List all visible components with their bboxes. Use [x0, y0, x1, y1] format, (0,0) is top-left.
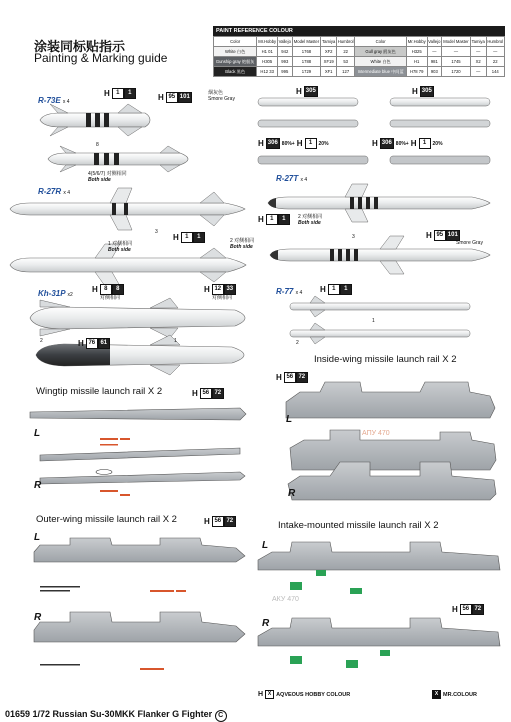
- paint-cell: H1: [406, 57, 427, 67]
- paint-cell: 53: [336, 57, 354, 67]
- paint-cell: H305: [257, 57, 278, 67]
- paint-col-header: Model Master: [292, 37, 321, 47]
- kh31p-note-b: 对侧相同: [212, 295, 233, 301]
- paint-col-header: Color: [355, 37, 407, 47]
- paint-cell: —: [442, 47, 471, 57]
- inside-side-r: R: [288, 488, 296, 499]
- paint-cell: Intermediate blue 中间蓝: [355, 67, 407, 77]
- product-title: 01659 1/72 Russian Su-30MKK Flanker G Fighter C: [5, 709, 227, 722]
- paint-cell: White 白色: [214, 47, 257, 57]
- r77-n1: 1: [372, 318, 375, 324]
- outer-rail-title: Outer-wing missile launch rail X 2: [36, 514, 177, 525]
- outer-side-r: R: [34, 612, 42, 623]
- paint-cell: 995: [278, 67, 293, 77]
- paint-cell: —: [486, 47, 505, 57]
- paint-cell: XF2: [321, 47, 337, 57]
- paint-cell: 1720: [442, 67, 471, 77]
- wingtip-rail-right: [40, 470, 245, 497]
- inside-rail-code: H 56 72: [276, 372, 308, 383]
- r73e-note: 4(5/6/7) 对侧相同 Both side: [88, 171, 127, 183]
- paint-col-header: Vallejo: [427, 37, 442, 47]
- wingtip-rail-left: [30, 408, 246, 461]
- paint-cell: 127: [336, 67, 354, 77]
- r77-missile-side: [290, 323, 470, 344]
- paint-cell: Gull gray 鸥灰色: [355, 47, 407, 57]
- kh31p-code-b: H 12 33: [204, 284, 236, 295]
- r27r-note1: 1 对侧相同 Both side: [108, 241, 133, 253]
- wingtip-rail-title: Wingtip missile launch rail X 2: [36, 386, 163, 397]
- paint-cell: 981: [427, 57, 442, 67]
- r77-code: H 1 1: [320, 284, 352, 295]
- paint-cell: —: [470, 47, 486, 57]
- r73e-missile-top: [40, 104, 150, 136]
- inside-rail-left: [286, 382, 496, 470]
- r73e-smoke-note: 烟灰色 Smore Gray: [208, 90, 235, 102]
- intake-side-l: L: [262, 540, 269, 551]
- paint-col-header: Tamiya: [321, 37, 337, 47]
- paint-cell: H12 33: [257, 67, 278, 77]
- intake-rail-right: [258, 618, 500, 668]
- r73-right-views: [258, 98, 490, 164]
- r27t-smoke-note: Smore Gray: [456, 240, 483, 246]
- intake-rail-code: H 56 72: [452, 604, 484, 615]
- paint-cell: 1768: [292, 47, 321, 57]
- intake-side-r: R: [262, 618, 270, 629]
- r27r-label: R-27R x 4: [38, 187, 71, 196]
- r77-label: R-77 x 4: [276, 287, 303, 296]
- r73e-code: H 1 1: [104, 88, 136, 99]
- paint-cell: Black 黑色: [214, 67, 257, 77]
- top-right-code: H 305: [296, 87, 316, 96]
- mix-code-b: H 306 80%+ H 1 20%: [372, 139, 443, 148]
- wingtip-side-r: R: [34, 480, 42, 491]
- kh31p-note-a: 对侧相同: [100, 295, 121, 301]
- paint-cell: 1788: [292, 57, 321, 67]
- inside-side-l: L: [286, 414, 293, 425]
- paint-cell: H325: [406, 47, 427, 57]
- paint-cell: 942: [278, 47, 293, 57]
- paint-col-header: Tamiya: [470, 37, 486, 47]
- inside-stencil: АПУ 470: [362, 430, 390, 437]
- paint-cell: 903: [427, 67, 442, 77]
- wingtip-rail-code: H 56 72: [192, 388, 224, 399]
- r77-missile-top: [290, 296, 470, 317]
- kh31p-missile-side: [36, 335, 244, 375]
- r77-n2: 2: [296, 340, 299, 346]
- paint-cell: 144: [486, 67, 505, 77]
- r73e-missile-side: [48, 146, 188, 172]
- r27t-smoke-code: H 95 101: [426, 231, 458, 240]
- top-right-code-b: H 305: [412, 87, 432, 96]
- paint-cell: H78 79: [406, 67, 427, 77]
- outer-rail-left: [34, 538, 245, 592]
- outer-side-l: L: [34, 532, 41, 543]
- wingtip-side-l: L: [34, 428, 41, 439]
- intake-stencil: АКУ 470: [272, 596, 299, 603]
- page-title-en: Painting & Marking guide: [34, 51, 168, 65]
- legend-mrcolour: X MR.COLOUR: [432, 690, 477, 699]
- legend-aqueous: H X AQVEOUS HOBBY COLOUR: [258, 691, 351, 698]
- paint-cell: XF1: [321, 67, 337, 77]
- mix-code-a: H 306 80%+ H 1 20%: [258, 139, 329, 148]
- r27r-code: H 1 1: [173, 232, 205, 243]
- r27t-code: H 1 1: [258, 214, 290, 225]
- r27t-note: 2 对侧相同 Both side: [298, 214, 323, 226]
- paint-cell: White 白色: [355, 57, 407, 67]
- paint-cell: 22: [486, 57, 505, 67]
- paint-col-header: Humbrol: [486, 37, 505, 47]
- paint-cell: —: [427, 47, 442, 57]
- paint-cell: X2: [470, 57, 486, 67]
- kh31p-n1: 1: [174, 338, 177, 344]
- paint-col-header: Vallejo: [278, 37, 293, 47]
- r73e-n8: 8: [96, 142, 99, 148]
- kh31p-code-c: H 76 61: [78, 338, 110, 349]
- r27t-n3: 3: [352, 234, 355, 240]
- paint-col-header: Color: [214, 37, 257, 47]
- paint-cell: 22: [336, 47, 354, 57]
- r27r-n3: 3: [155, 229, 158, 235]
- inside-rail-title: Inside-wing missile launch rail X 2: [314, 354, 457, 365]
- paint-reference-header: PAINT REFERENCE COLOUR: [213, 26, 505, 36]
- paint-col-header: Mr.Hobby: [406, 37, 427, 47]
- r27r-note2: 2 对侧相同 Both side: [230, 238, 255, 250]
- intake-rail-title: Intake-mounted missile launch rail X 2: [278, 520, 439, 531]
- kh31p-label: Kh-31P x2: [38, 289, 73, 298]
- outer-rail-right: [34, 612, 245, 670]
- r73e-smoke-code: H 95 101: [158, 93, 190, 102]
- paint-col-header: Model Master: [442, 37, 471, 47]
- paint-cell: H1 01: [257, 47, 278, 57]
- intake-rail-left: [258, 542, 500, 594]
- paint-col-header: Humbrol: [336, 37, 354, 47]
- r73e-label: R-73E x 4: [38, 96, 70, 105]
- kh31p-code-a: H 8 8: [92, 284, 124, 295]
- paint-cell: XF19: [321, 57, 337, 67]
- paint-cell: 993: [278, 57, 293, 67]
- paint-col-header: Mr.Hobby: [257, 37, 278, 47]
- kh31p-missile-top: [30, 298, 245, 338]
- paint-cell: 1745: [442, 57, 471, 67]
- r27t-label: R-27T x 4: [276, 174, 308, 183]
- outer-rail-code: H 56 72: [204, 516, 236, 527]
- paint-cell: —: [470, 67, 486, 77]
- paint-cell: 1729: [292, 67, 321, 77]
- kh31p-n2: 2: [40, 338, 43, 344]
- paint-cell: Gunship gray 炮艇灰: [214, 57, 257, 67]
- page-title-cn: 涂装同标贴指示: [34, 40, 126, 55]
